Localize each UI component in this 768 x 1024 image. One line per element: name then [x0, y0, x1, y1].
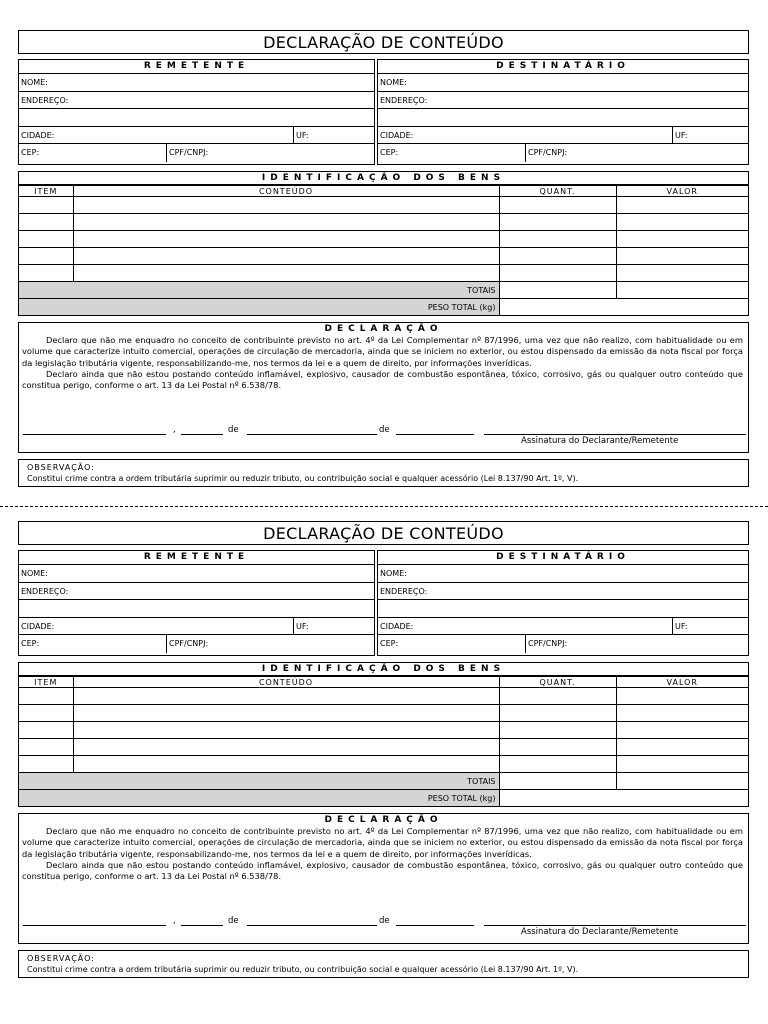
- sender-address-label: ENDEREÇO:: [21, 95, 69, 105]
- sender-name-label: NOME:: [21, 569, 48, 578]
- weight-row: [19, 299, 748, 316]
- sender-box: [18, 59, 375, 165]
- table-row[interactable]: [19, 756, 748, 773]
- sender-name-field[interactable]: [19, 74, 374, 92]
- declaration-paragraph-2: Declaro ainda que não estou postando conteúdo inflamável, explosivo, causador de combustão espontânea, tóxico, corrosivo, gás ou qualquer outro conteúdo que constitua perigo, conforme o art. 13 da Lei Postal nº 6.538/78.: [22, 859, 743, 882]
- declaration-paragraph-2: Declaro ainda que não estou postando conteúdo inflamável, explosivo, causador de combustão espontânea, tóxico, corrosivo, gás ou qualquer outro conteúdo que constitua perigo, conforme o art. 13 da Lei Postal nº 6.538/78.: [22, 368, 743, 391]
- day-blank[interactable]: [181, 424, 223, 435]
- table-row[interactable]: [19, 705, 748, 722]
- recipient-cpf-label: CPF/CNPJ:: [528, 639, 568, 648]
- table-row[interactable]: [19, 231, 748, 248]
- declaration-header: DECLARAÇÃO: [324, 324, 443, 334]
- weight-label: PESO TOTAL (kg): [19, 299, 499, 316]
- recipient-city-label: CIDADE:: [380, 621, 414, 631]
- place-blank[interactable]: [23, 915, 166, 926]
- recipient-name-field[interactable]: [378, 565, 748, 583]
- de-text-2: de: [379, 425, 390, 435]
- totals-label: TOTAIS: [19, 773, 499, 790]
- sender-address-label: ENDEREÇO:: [21, 586, 69, 596]
- sender-cpf-label: CPF/CNPJ:: [169, 639, 209, 648]
- table-row[interactable]: [19, 739, 748, 756]
- col-value: VALOR: [616, 186, 748, 197]
- declaration-section: [18, 813, 749, 944]
- signature-caption: Assinatura do Declarante/Remetente: [521, 927, 679, 937]
- recipient-uf-field[interactable]: [672, 618, 688, 635]
- observation-text: Constitui crime contra a ordem tributária suprimir ou reduzir tributo, ou contribuição social e qualquer acessório (Lei 8.137/90 Art. 1º, V).: [27, 474, 579, 483]
- sender-cep-field[interactable]: [19, 144, 374, 162]
- table-row[interactable]: [19, 248, 748, 265]
- sender-cep-label: CEP:: [21, 639, 40, 648]
- observation-section: [18, 459, 749, 487]
- day-blank[interactable]: [181, 915, 223, 926]
- weight-label: PESO TOTAL (kg): [19, 790, 499, 807]
- declaration-text: [19, 826, 748, 882]
- totals-qty[interactable]: [499, 282, 616, 299]
- sender-city-label: CIDADE:: [21, 621, 55, 631]
- form-title: DECLARAÇÃO DE CONTEÚDO: [18, 30, 749, 54]
- sender-cpf-field[interactable]: [166, 144, 208, 162]
- sender-city-label: CIDADE:: [21, 130, 55, 140]
- totals-label: TOTAIS: [19, 282, 499, 299]
- sender-cpf-field[interactable]: [166, 635, 208, 653]
- parties-section: [18, 550, 749, 656]
- recipient-name-field[interactable]: [378, 74, 748, 92]
- de-text-1: de: [228, 916, 239, 926]
- declaration-paragraph-1: Declaro que não me enquadro no conceito de contribuinte previsto no art. 4º da Lei Complementar nº 87/1996, uma vez que não realizo, com habitualidade ou em volume que caracterize intuito comercial, operações de circulação de mercadoria, ainda que se iniciem no exterior, ou estou dispensado da emissão da nota fiscal por força da legislação tributária vigente, responsabilizando-me, nos termos da lei e a quem de direito, por informações inverídicas.: [22, 826, 743, 859]
- signature-caption: Assinatura do Declarante/Remetente: [521, 436, 679, 446]
- signature-line: [23, 421, 744, 435]
- observation-section: [18, 950, 749, 978]
- col-content: CONTEÚDO: [73, 677, 499, 688]
- recipient-cpf-field[interactable]: [525, 635, 567, 653]
- form-title: DECLARAÇÃO DE CONTEÚDO: [18, 521, 749, 545]
- sender-header: REMETENTE: [19, 551, 374, 565]
- recipient-city-label: CIDADE:: [380, 130, 414, 140]
- sender-city-field[interactable]: [19, 618, 374, 636]
- cut-line: [0, 506, 768, 507]
- goods-section: [18, 662, 749, 807]
- sender-address-line2[interactable]: [19, 109, 374, 127]
- col-value: VALOR: [616, 677, 748, 688]
- sender-uf-field[interactable]: [293, 127, 309, 144]
- sender-address-field[interactable]: [19, 583, 374, 601]
- sender-uf-label: UF:: [296, 130, 309, 140]
- weight-row: [19, 790, 748, 807]
- recipient-address-label: ENDEREÇO:: [380, 586, 428, 596]
- recipient-header: DESTINATÁRIO: [378, 60, 748, 74]
- table-row[interactable]: [19, 197, 748, 214]
- declaration-header: DECLARAÇÃO: [324, 815, 443, 825]
- year-blank[interactable]: [396, 424, 474, 435]
- table-row[interactable]: [19, 722, 748, 739]
- goods-section: [18, 171, 749, 316]
- col-qty: QUANT.: [499, 677, 616, 688]
- recipient-address-line2[interactable]: [378, 600, 748, 618]
- sender-cep-field[interactable]: [19, 635, 374, 653]
- de-text-2: de: [379, 916, 390, 926]
- observation-label: OBSERVAÇÃO:: [27, 463, 95, 472]
- observation-label: OBSERVAÇÃO:: [27, 954, 95, 963]
- recipient-uf-label: UF:: [675, 130, 688, 140]
- recipient-city-field[interactable]: [378, 618, 748, 636]
- goods-header-row: [19, 186, 748, 197]
- weight-value[interactable]: [499, 790, 748, 807]
- recipient-cpf-field[interactable]: [525, 144, 567, 162]
- de-text-1: de: [228, 425, 239, 435]
- table-row[interactable]: [19, 214, 748, 231]
- sender-uf-field[interactable]: [293, 618, 309, 635]
- col-item: ITEM: [19, 186, 73, 197]
- totals-value[interactable]: [616, 282, 748, 299]
- recipient-box: [377, 550, 749, 656]
- recipient-address-field[interactable]: [378, 92, 748, 110]
- sender-uf-label: UF:: [296, 621, 309, 631]
- recipient-cep-field[interactable]: [378, 635, 748, 653]
- declaration-paragraph-1: Declaro que não me enquadro no conceito de contribuinte previsto no art. 4º da Lei Complementar nº 87/1996, uma vez que não realizo, com habitualidade ou em volume que caracterize intuito comercial, operações de circulação de mercadoria, ainda que se iniciem no exterior, ou estou dispensado da emissão da nota fiscal por força da legislação tributária vigente, responsabilizando-me, nos termos da lei e a quem de direito, por informações inverídicas.: [22, 335, 743, 368]
- recipient-cep-field[interactable]: [378, 144, 748, 162]
- declaration-section: [18, 322, 749, 453]
- sender-name-field[interactable]: [19, 565, 374, 583]
- sender-header: REMETENTE: [19, 60, 374, 74]
- recipient-box: [377, 59, 749, 165]
- recipient-header: DESTINATÁRIO: [378, 551, 748, 565]
- goods-header-row: [19, 677, 748, 688]
- recipient-address-line2[interactable]: [378, 109, 748, 127]
- parties-section: [18, 59, 749, 165]
- recipient-cep-label: CEP:: [380, 148, 399, 157]
- sender-box: [18, 550, 375, 656]
- sender-city-field[interactable]: [19, 127, 374, 145]
- col-qty: QUANT.: [499, 186, 616, 197]
- recipient-name-label: NOME:: [380, 78, 407, 87]
- sender-address-line2[interactable]: [19, 600, 374, 618]
- totals-row: [19, 773, 748, 790]
- table-row[interactable]: [19, 265, 748, 282]
- recipient-name-label: NOME:: [380, 569, 407, 578]
- weight-value[interactable]: [499, 299, 748, 316]
- signature-blank[interactable]: [484, 915, 746, 926]
- month-blank[interactable]: [247, 915, 377, 926]
- recipient-uf-label: UF:: [675, 621, 688, 631]
- goods-table: [19, 185, 748, 315]
- signature-line: [23, 912, 744, 926]
- col-item: ITEM: [19, 677, 73, 688]
- recipient-address-field[interactable]: [378, 583, 748, 601]
- signature-blank[interactable]: [484, 424, 746, 435]
- recipient-address-label: ENDEREÇO:: [380, 95, 428, 105]
- recipient-cpf-label: CPF/CNPJ:: [528, 148, 568, 157]
- totals-qty[interactable]: [499, 773, 616, 790]
- recipient-cep-label: CEP:: [380, 639, 399, 648]
- goods-table: [19, 676, 748, 806]
- observation-text: Constitui crime contra a ordem tributária suprimir ou reduzir tributo, ou contribuição social e qualquer acessório (Lei 8.137/90 Art. 1º, V).: [27, 965, 579, 974]
- sender-address-field[interactable]: [19, 92, 374, 110]
- month-blank[interactable]: [247, 424, 377, 435]
- sender-cep-label: CEP:: [21, 148, 40, 157]
- declaration-text: [19, 335, 748, 391]
- goods-header: IDENTIFICAÇÃO DOS BENS: [19, 172, 748, 185]
- totals-row: [19, 282, 748, 299]
- sender-cpf-label: CPF/CNPJ:: [169, 148, 209, 157]
- year-blank[interactable]: [396, 915, 474, 926]
- sender-name-label: NOME:: [21, 78, 48, 87]
- goods-header: IDENTIFICAÇÃO DOS BENS: [19, 663, 748, 676]
- comma-text: ,: [173, 425, 176, 435]
- col-content: CONTEÚDO: [73, 186, 499, 197]
- place-blank[interactable]: [23, 424, 166, 435]
- table-row[interactable]: [19, 688, 748, 705]
- recipient-city-field[interactable]: [378, 127, 748, 145]
- declaration-form-1: [18, 30, 749, 487]
- comma-text: ,: [173, 916, 176, 926]
- totals-value[interactable]: [616, 773, 748, 790]
- recipient-uf-field[interactable]: [672, 127, 688, 144]
- declaration-form-2: [18, 521, 749, 978]
